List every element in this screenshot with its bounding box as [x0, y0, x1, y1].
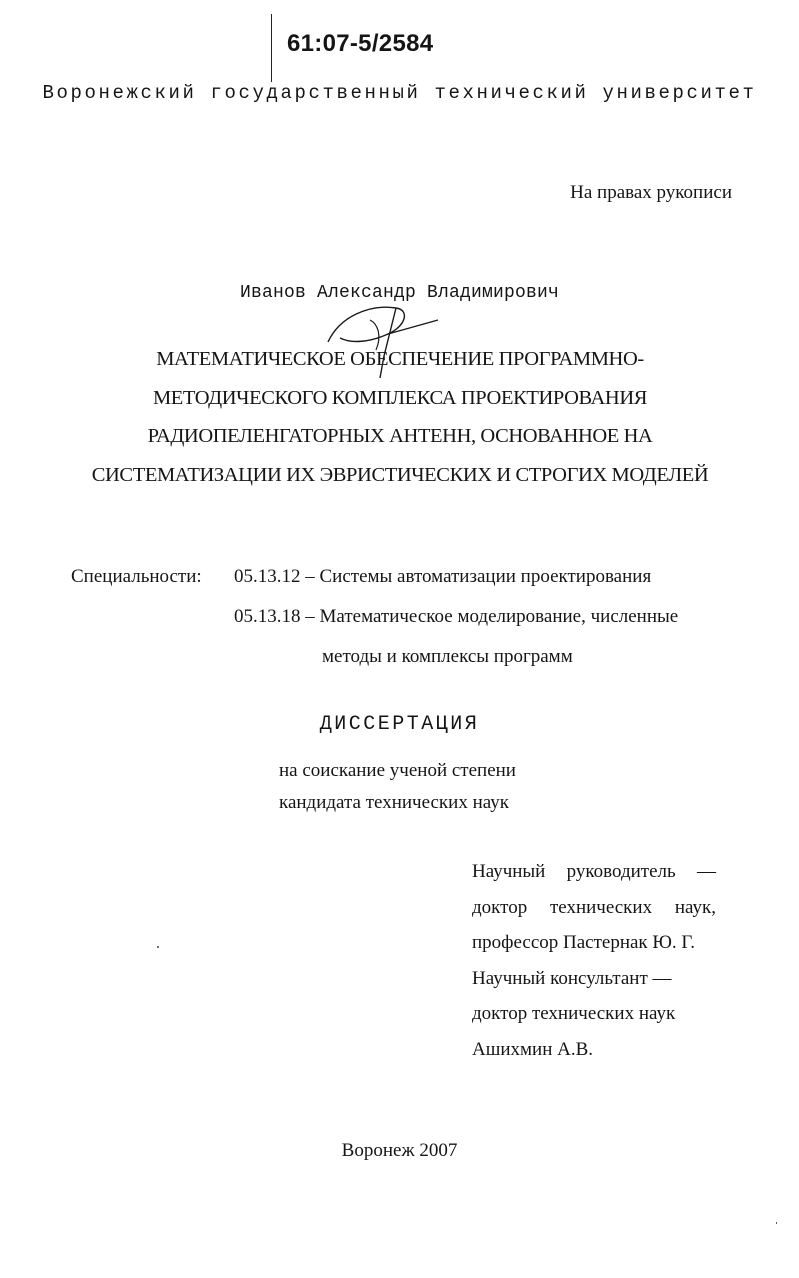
dissertation-title — [60, 340, 740, 494]
specialties-label: Специальности: — [71, 566, 202, 587]
degree-line: кандидата технических наук — [279, 792, 509, 813]
consultant-line: Ашихмин А.В. — [472, 1038, 594, 1060]
supervisor-line — [472, 854, 716, 890]
title-line: МАТЕМАТИЧЕСКОЕ ОБЕСПЕЧЕНИЕ ПРОГРАММНО- — [156, 348, 644, 370]
supervisors-block — [472, 854, 716, 1067]
title-line: РАДИОПЕЛЕНГАТОРНЫХ АНТЕНН, ОСНОВАННОЕ НА — [147, 425, 653, 447]
supervisor-word: руководитель — [566, 861, 676, 882]
specialty-item-continuation: методы и комплексы программ — [322, 646, 573, 667]
author-name: Иванов Александр Владимирович — [239, 283, 560, 303]
supervisor-word: Научный — [472, 861, 546, 882]
title-line: МЕТОДИЧЕСКОГО КОМПЛЕКСА ПРОЕКТИРОВАНИЯ — [152, 386, 647, 409]
supervisor-word: — — [696, 861, 716, 882]
supervisor-word: технических — [549, 896, 653, 918]
consultant-line: доктор технических наук — [472, 1003, 676, 1024]
degree-line: на соискание ученой степени — [279, 760, 516, 781]
consultant-line: Научный консультант — — [472, 967, 672, 989]
scan-speck — [776, 1222, 777, 1224]
work-type: ДИССЕРТАЦИЯ — [319, 713, 480, 736]
manuscript-rights: На правах рукописи — [570, 182, 732, 203]
scan-speck — [157, 946, 159, 948]
title-line: СИСТЕМАТИЗАЦИИ ИХ ЭВРИСТИЧЕСКИХ И СТРОГИХ МОДЕЛЕЙ — [91, 463, 709, 486]
city-year: Воронеж 2007 — [341, 1140, 458, 1161]
stamp-rule — [271, 14, 272, 82]
specialty-item: 05.13.18 – Математическое моделирование, численные — [234, 606, 679, 627]
supervisor-line — [472, 890, 716, 926]
supervisor-word: наук, — [674, 896, 716, 918]
specialty-item: 05.13.12 – Системы автоматизации проектирования — [234, 566, 652, 587]
supervisor-word: доктор — [472, 896, 528, 918]
university-name: Воронежский государственный технический университет — [42, 82, 757, 104]
archive-code: 61:07-5/2584 — [287, 30, 434, 57]
supervisor-line: профессор Пастернак Ю. Г. — [472, 932, 696, 953]
